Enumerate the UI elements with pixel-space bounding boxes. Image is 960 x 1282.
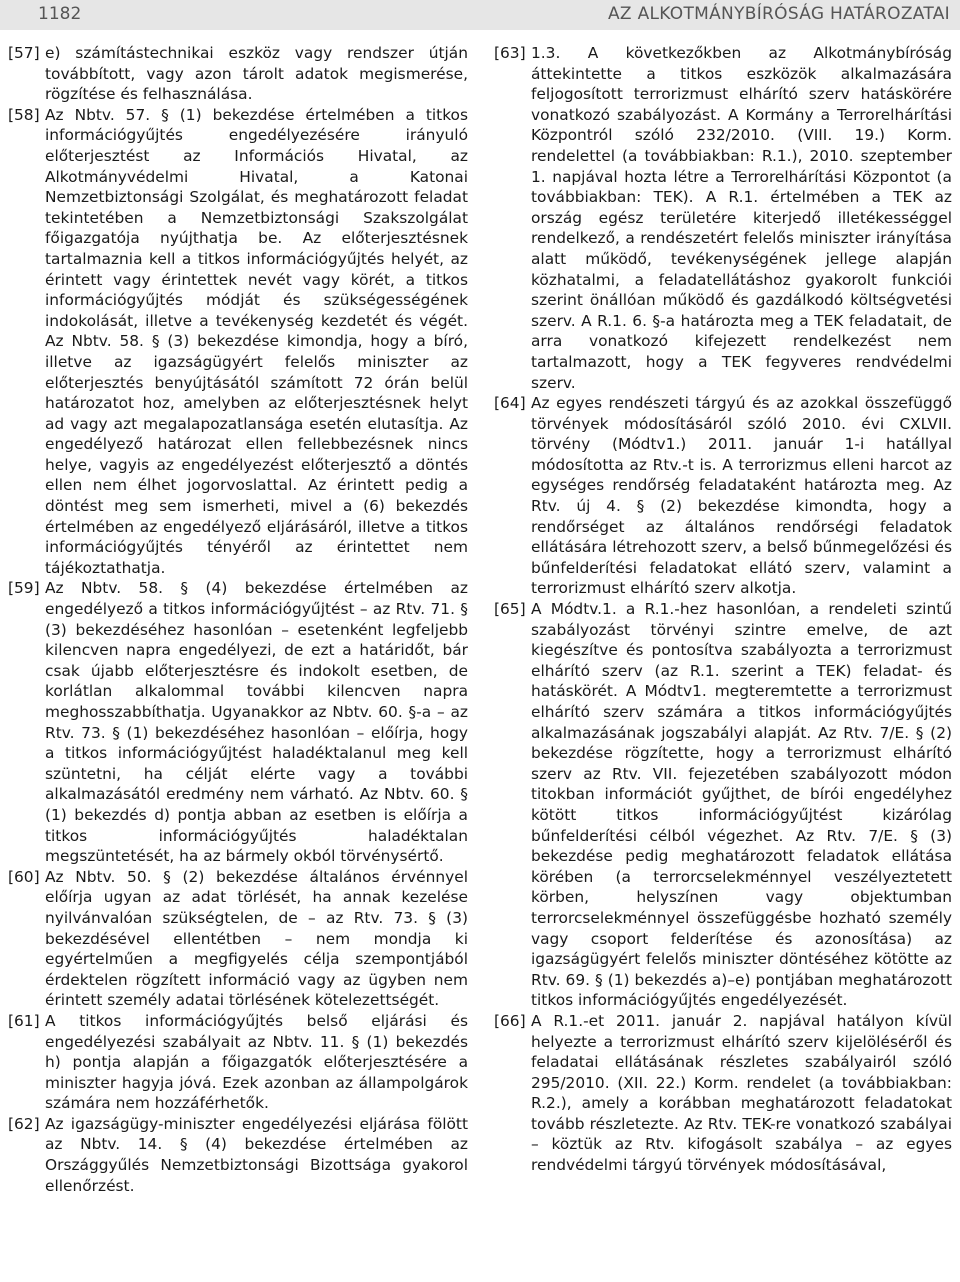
paragraph — [8, 1114, 468, 1196]
paragraph-text: A R.1.-et 2011. január 2. napjával hatályon kívül helyezte a terrorizmust elhárító szerv kijelöléséről és feladatai ellátásának részletes szabályairól szóló 295/2010. (XII. 22.) Korm. rendelet (a továbbiakban: R.2.), amely a korábban meghatározott feladatokat tovább részletezte. Az Rtv. TEK-re vonatkozó szabályai – köztük az Rtv. kifogásolt szabálya – az egyes rendvédelmi tárgyú törvények módosításával, — [531, 1011, 952, 1175]
paragraph-number: [63] — [494, 44, 526, 62]
paragraph-text: Az igazságügy-miniszter engedélyezési eljárása fölött az Nbtv. 14. § (4) bekezdése értelmében az Országgyűlés Nemzetbiztonsági Bizottsága gyakorol ellenőrzést. — [45, 1114, 468, 1195]
page-number: 1182 — [38, 4, 82, 24]
paragraph-text: Az Nbtv. 50. § (2) bekezdése általános érvénnyel előírja ugyan az adat törlését, ha annak kezelése nyilvánvalóan szükségtelen, de – az Rtv. 73. § (3) bekezdésével ellentétben – nem mondja ki egyértelműen a megfigyelés célja szempontjából érdektelen rögzített információ vagy az ügyben nem érintett személy adatai törlésének kötelezettségét. — [45, 867, 468, 1010]
right-column — [494, 43, 952, 1176]
paragraph-number: [65] — [494, 600, 526, 619]
paragraph — [494, 393, 952, 599]
paragraph — [494, 599, 952, 1011]
paragraph-number: [64] — [494, 394, 526, 413]
paragraph-number: [57] — [8, 44, 40, 62]
paragraph-text: A titkos információgyűjtés belső eljárási és engedélyezési szabályait az Nbtv. 11. § (1) bekezdés h) pontja alapján a főigazgatók előterjesztésére a miniszter hagyja jóvá. Ezek azonban az állampolgárok számára nem hozzáférhetők. — [45, 1011, 468, 1113]
paragraph-text: Az Nbtv. 57. § (1) bekezdése értelmében a titkos információgyűjtés engedélyezésére irányuló előterjesztést az Információs Hivatal, az Alkotmányvédelmi Hivatal, a Katonai Nemzetbiztonsági Szolgálat, és meghatározott feladat tekintetében a Nemzetbiztonsági Szakszolgálat főigazgatója nyújthatja be. Az előterjesztésnek tartalmaznia kell a titkos információgyűjtés helyét, az érintett vagy érintettek nevét vagy körét, a titkos információgyűjtés módját és szükségességének indokolását, illetve a tevékenység kezdetét és végét. Az Nbtv. 58. § (3) bekezdése kimondja, hogy a bíró, illetve az igazságügyért felelős miniszter az előterjesztés benyújtásától számított 72 órán belül határozatot hoz, amelyben az előterjesztésnek helyt ad vagy azt megalapozatlansága esetén elutasítja. Az engedélyező határozat ellen fellebbezésnek nincs helye, vagyis az engedélyezést előterjesztő a döntés ellen nem élhet jogorvoslattal. Az érintett pedig a döntést meg sem ismerheti, mivel a (6) bekezdés értelmében az engedélyező eljárásáról, illetve a titkos információgyűjtés tényéről az érintettet nem tájékoztathatja. — [45, 105, 468, 577]
page-header — [0, 0, 960, 30]
paragraph — [8, 43, 468, 105]
running-title: AZ ALKOTMÁNYBÍRÓSÁG HATÁROZATAI — [608, 4, 950, 24]
paragraph — [8, 105, 468, 579]
paragraph-number: [60] — [8, 867, 40, 886]
paragraph-number: [62] — [8, 1114, 40, 1133]
paragraph-text: Az Nbtv. 58. § (4) bekezdése értelmében az engedélyező a titkos információgyűjtést – az Rtv. 71. § (3) bekezdéséhez hasonlóan – esetenként legfeljebb kilencven napra engedélyezi, de ezt a határidőt, bár csak újabb előterjesztésre és indokolt esetben, de korlátlan alkalommal további kilencven napra meghosszabbíthatja. Ugyanakkor az Nbtv. 60. §-a – az Rtv. 73. § (1) bekezdéséhez hasonlóan – előírja, hogy a titkos információgyűjtést haladéktalanul meg kell szüntetni, ha célját elérte vagy a további alkalmazásától eredmény nem várható. Az Nbtv. 60. § (1) bekezdés d) pontja abban az esetben is előírja a titkos információgyűjtés haladéktalan megszüntetését, ha az bármely okból törvénysértő. — [45, 579, 468, 866]
paragraph — [494, 43, 952, 393]
paragraph — [8, 578, 468, 866]
paragraph-number: [61] — [8, 1011, 40, 1030]
paragraph-text: e) számítástechnikai eszköz vagy rendszer útján továbbított, vagy azon tárolt adatok megismerése, rögzítése és felhasználása. — [45, 44, 468, 104]
paragraph-number: [66] — [494, 1011, 526, 1030]
paragraph-number: [58] — [8, 105, 40, 124]
paragraph-text: 1.3. A következőkben az Alkotmánybíróság áttekintette a titkos eszközök alkalmazására feljogosított terrorizmust elhárító szerv hatáskörére vonatkozó szabályozást. A Kormány a Terrorelhárítási Központról szóló 232/2010. (VIII. 19.) Korm. rendelettel (a továbbiakban: R.1.), 2010. szeptember 1. napjával hozta létre a Terrorelhárítási Központot (a továbbiakban: TEK). A R.1. értelmében a TEK az ország egész területére kiterjedő illetékességgel rendelkező, a rendészetért felelős miniszter irányítása alatt működő, tevékenységének jellege alapján közhatalmi, a feladatellátáshoz gyakorolt funkciói szerint önállóan működő és gazdálkodó költségvetési szerv. A R.1. 6. §-a határozta meg a TEK feladatait, de arra vonatkozó kifejezett rendelkezést nem tartalmazott, hogy a TEK fegyveres rendvédelmi szerv. — [531, 44, 952, 392]
paragraph-text: A Módtv.1. a R.1.-hez hasonlóan, a rendeleti szintű szabályozást törvényi szintre emelve, de azt kiegészítve és pontosítva szabályozta a terrorizmust elhárító szerv (az R.1. szerint a TEK) feladat- és hatáskörét. A Módtv1. megteremtette a terrorizmust elhárító szerv számára a titkos információgyűjtés alkalmazásának jogszabályi alapját. Az Rtv. 7/E. § (2) bekezdése rögzítette, hogy a terrorizmust elhárító szerv az Rtv. VII. fejezetében szabályozott módon titokban információt gyűjthet, de bírói engedélyhez kötött titkos információgyűjtést kizárólag bűnfelderítési célból végezhet. Az Rtv. 7/E. § (3) bekezdése pedig meghatározott feladatok ellátása körében (a terrorcselekménnyel veszélyeztetett körben, helyszínen vagy objektumban terrorcselekménnyel összefüggésbe hozható személy vagy csoport felderítése és azonosítása) az igazságügyért felelős miniszter döntéséhez kötötte az Rtv. 69. § (1) bekezdés a)–e) pontjában meghatározott titkos információgyűjtés engedélyezését. — [531, 600, 952, 1010]
paragraph — [494, 1011, 952, 1176]
paragraph-text: Az egyes rendészeti tárgyú és az azokkal összefüggő törvények módosításáról szóló 2010. évi CXLVII. törvény (Módtv1.) 2011. január 1-i hatállyal módosította az Rtv.-t is. A terrorizmus elleni harcot az egységes rendőrség feladataként határozta meg. Az Rtv. új 4. § (2) bekezdése kimondta, hogy a rendőrséget az általános rendőrségi feladatok ellátására létrehozott szerv, a belső bűnmegelőzési és bűnfelderítési feladatokat ellátó szerv, valamint a terrorizmust elhárító szerv alkotja. — [531, 394, 952, 598]
left-column — [8, 43, 468, 1196]
paragraph-number: [59] — [8, 579, 40, 598]
paragraph — [8, 867, 468, 1011]
paragraph — [8, 1011, 468, 1114]
